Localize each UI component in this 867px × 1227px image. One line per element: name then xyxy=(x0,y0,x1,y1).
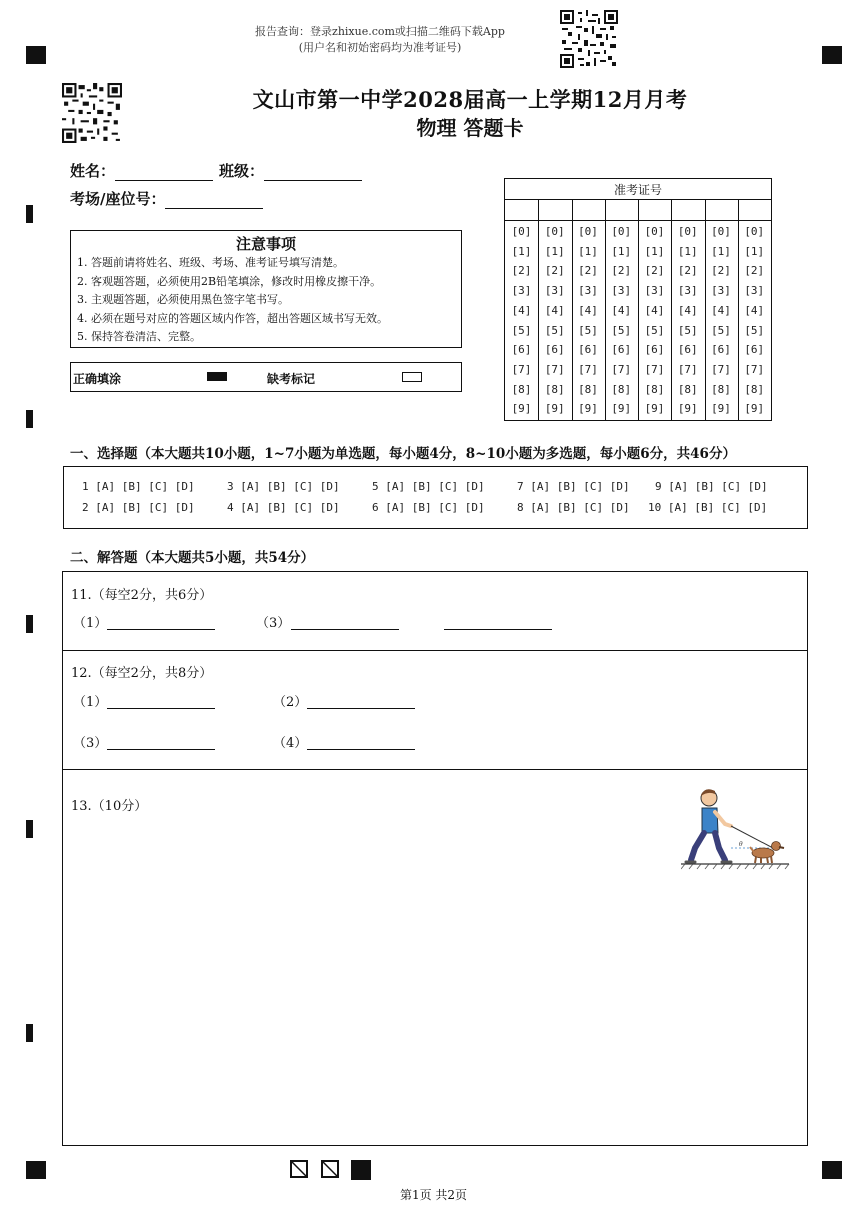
admission-digit-bubble[interactable]: [5] xyxy=(744,323,765,337)
name-input-line[interactable] xyxy=(115,164,213,181)
choice-answer-box xyxy=(63,466,808,529)
admission-digit-bubble[interactable]: [6] xyxy=(711,343,731,357)
admission-digit-bubble[interactable]: [9] xyxy=(644,402,665,416)
admission-digit-bubble[interactable]: [2] xyxy=(744,264,765,278)
notice-title: 注意事项 xyxy=(235,235,296,253)
admission-digit-bubble[interactable]: [2] xyxy=(544,264,565,278)
admission-digit-bubble[interactable]: [6] xyxy=(511,343,532,357)
q11-blank3-line[interactable] xyxy=(291,629,399,630)
admission-digit-bubble[interactable]: [9] xyxy=(511,402,532,416)
admission-digit-bubble[interactable]: [0] xyxy=(677,225,698,238)
room-seat-field[interactable] xyxy=(70,188,263,209)
side-mark xyxy=(26,205,33,223)
admission-digit-bubble[interactable]: [1] xyxy=(578,244,598,258)
admission-digit-bubble[interactable]: [0] xyxy=(744,225,765,238)
admission-digit-bubble[interactable]: [0] xyxy=(511,225,532,238)
corner-mark-top-left xyxy=(26,46,46,64)
exam-title: 文山市第一中学2028届高一上学期12月月考 xyxy=(252,87,688,112)
class-input-line[interactable] xyxy=(264,164,362,181)
admission-digit-bubble[interactable]: [1] xyxy=(677,244,698,258)
admission-digit-input[interactable] xyxy=(538,200,571,220)
admission-digit-input[interactable] xyxy=(605,200,638,220)
admission-digit-bubble[interactable]: [3] xyxy=(711,284,731,298)
admission-digit-bubble[interactable]: [2] xyxy=(644,264,665,278)
choice-question-item[interactable]: 7 [A] [B] [C] [D] xyxy=(517,480,630,493)
admission-digit-bubble[interactable]: [2] xyxy=(578,264,598,278)
q12-blank3-line[interactable] xyxy=(107,749,215,750)
corner-mark-bottom-right xyxy=(822,1161,842,1179)
admission-digit-input[interactable] xyxy=(671,200,704,220)
q11-blank-line[interactable] xyxy=(444,629,552,630)
admission-digit-bubble[interactable]: [2] xyxy=(611,264,632,278)
admission-digit-bubble[interactable]: [1] xyxy=(644,244,665,258)
q13-writing-area[interactable] xyxy=(63,822,807,1144)
admission-title: 准考证号 xyxy=(613,183,662,197)
admission-digit-bubble[interactable]: [3] xyxy=(578,284,598,298)
notice-item: 5. 保持答卷清洁、完整。 xyxy=(77,330,201,343)
admission-digit-bubble[interactable]: [6] xyxy=(578,343,598,357)
q13-label: 13.（10分） xyxy=(71,799,148,814)
side-mark xyxy=(26,410,33,428)
admission-digit-bubble[interactable]: [4] xyxy=(544,303,565,317)
qr-code-icon[interactable] xyxy=(62,83,122,143)
admission-digit-bubble[interactable]: [3] xyxy=(644,284,665,298)
admission-digit-bubble[interactable]: [6] xyxy=(644,343,665,357)
admission-digit-bubble[interactable]: [9] xyxy=(578,402,598,416)
absent-mark-label: 缺考标记 xyxy=(267,372,316,386)
q11-blank3-label: （3） xyxy=(256,616,291,631)
admission-digit-bubble[interactable]: [9] xyxy=(711,402,731,416)
admission-digit-bubble[interactable]: [3] xyxy=(611,284,632,298)
corner-mark-top-right xyxy=(822,46,842,64)
absent-mark-box[interactable] xyxy=(402,372,422,382)
admission-digit-bubble[interactable]: [3] xyxy=(511,284,532,298)
admission-column-divider xyxy=(671,199,672,421)
admission-digit-input[interactable] xyxy=(738,200,771,220)
q12-label: 12.（每空2分，共8分） xyxy=(71,666,213,681)
admission-digit-bubble[interactable]: [2] xyxy=(677,264,698,278)
admission-digit-bubble[interactable]: [0] xyxy=(544,225,565,238)
section2-title: 二、解答题（本大题共5小题，共54分） xyxy=(70,550,315,566)
admission-column-divider xyxy=(538,199,539,421)
q11-blank1-label: （1） xyxy=(73,616,108,631)
admission-digit-bubble[interactable]: [6] xyxy=(611,343,632,357)
name-field[interactable] xyxy=(70,160,213,181)
choice-question-item[interactable]: 8 [A] [B] [C] [D] xyxy=(517,501,630,514)
admission-digit-bubble[interactable]: [0] xyxy=(711,225,731,238)
person-walking-dog-illustration xyxy=(681,780,791,870)
admission-digit-bubble[interactable]: [8] xyxy=(744,382,765,396)
admission-digit-bubble[interactable]: [1] xyxy=(744,244,765,258)
admission-column-divider xyxy=(605,199,606,421)
choice-question-item[interactable]: 5 [A] [B] [C] [D] xyxy=(372,480,485,493)
qr-code-icon[interactable] xyxy=(560,10,618,68)
admission-digit-bubble[interactable]: [4] xyxy=(677,303,698,317)
correct-fill-label: 正确填涂 xyxy=(73,372,122,386)
q12-blank1-line[interactable] xyxy=(107,708,215,709)
admission-digit-bubble[interactable]: [6] xyxy=(744,343,765,357)
admission-digit-input[interactable] xyxy=(572,200,605,220)
admission-digit-bubble[interactable]: [8] xyxy=(611,382,632,396)
page-marker-box xyxy=(290,1160,308,1178)
admission-digit-bubble[interactable]: [5] xyxy=(711,323,731,337)
admission-digit-bubble[interactable]: [7] xyxy=(711,362,731,376)
admission-column-divider xyxy=(705,199,706,421)
class-label: 班级： xyxy=(219,162,265,180)
correct-fill-sample xyxy=(207,372,227,381)
admission-digit-bubble[interactable]: [1] xyxy=(711,244,731,258)
admission-digit-bubble[interactable]: [1] xyxy=(511,244,532,258)
header-note-line1: 报告查询：登录zhixue.com或扫描二维码下载App xyxy=(255,25,505,38)
side-mark xyxy=(26,615,33,633)
admission-digit-bubble[interactable]: [7] xyxy=(611,362,632,376)
notice-box xyxy=(70,230,462,348)
admission-digit-bubble[interactable]: [8] xyxy=(511,382,532,396)
admission-digit-bubble[interactable]: [9] xyxy=(611,402,632,416)
admission-digit-bubble[interactable]: [6] xyxy=(544,343,565,357)
q12-blank2-line[interactable] xyxy=(307,708,415,709)
q12-blank2-label: （2） xyxy=(273,695,308,710)
admission-digit-bubble[interactable]: [6] xyxy=(677,343,698,357)
svg-text:θ: θ xyxy=(739,841,743,848)
q12-blank4-label: （4） xyxy=(273,736,308,751)
notice-item: 2. 客观题答题，必须使用2B铅笔填涂，修改时用橡皮擦干净。 xyxy=(77,274,382,288)
admission-digit-bubble[interactable]: [7] xyxy=(677,362,698,376)
admission-digit-bubble[interactable]: [5] xyxy=(677,323,698,337)
admission-digit-bubble[interactable]: [3] xyxy=(677,284,698,298)
admission-digit-bubble[interactable]: [9] xyxy=(744,402,765,416)
notice-item: 1. 答题前请将姓名、班级、考场、准考证号填写清楚。 xyxy=(77,256,344,269)
answer-area xyxy=(62,571,808,1146)
admission-digit-bubble[interactable]: [8] xyxy=(677,382,698,396)
admission-digit-bubble[interactable]: [3] xyxy=(544,284,565,298)
admission-digit-bubble[interactable]: [7] xyxy=(544,362,565,376)
admission-digit-bubble[interactable]: [5] xyxy=(578,323,598,337)
admission-digit-bubble[interactable]: [5] xyxy=(644,323,665,337)
admission-digit-bubble[interactable]: [8] xyxy=(711,382,731,396)
q12-blank1-label: （1） xyxy=(73,695,108,710)
admission-digit-bubble[interactable]: [5] xyxy=(544,323,565,337)
admission-digit-bubble[interactable]: [2] xyxy=(711,264,731,278)
admission-digit-bubble[interactable]: [7] xyxy=(511,362,532,376)
q12-blank3-label: （3） xyxy=(73,736,108,751)
admission-digit-bubble[interactable]: [0] xyxy=(644,225,665,238)
admission-digit-bubble[interactable]: [4] xyxy=(578,303,598,317)
q11-blank1-line[interactable] xyxy=(107,629,215,630)
choice-question-item[interactable]: 2 [A] [B] [C] [D] xyxy=(82,501,195,514)
admission-digit-bubble[interactable]: [0] xyxy=(611,225,632,238)
admission-digit-input[interactable] xyxy=(505,200,538,220)
section1-title: 一、选择题（本大题共10小题，1~7小题为单选题，每小题4分，8~10小题为多选题，每小题6分，共46分） xyxy=(70,446,736,462)
side-mark xyxy=(26,1024,33,1042)
divider xyxy=(63,769,807,770)
notice-item: 4. 必须在题号对应的答题区域内作答，超出答题区域书写无效。 xyxy=(77,311,388,325)
fill-legend xyxy=(70,362,462,392)
q11-label: 11.（每空2分，共6分） xyxy=(71,588,213,603)
class-field[interactable] xyxy=(219,160,362,181)
name-label: 姓名： xyxy=(70,162,116,180)
room-seat-input-line[interactable] xyxy=(165,192,263,209)
admission-digit-bubble[interactable]: [0] xyxy=(578,225,598,238)
admission-digit-bubble[interactable]: [5] xyxy=(611,323,632,337)
admission-digit-bubble[interactable]: [8] xyxy=(544,382,565,396)
admission-digit-bubble[interactable]: [8] xyxy=(578,382,598,396)
admission-digit-bubble[interactable]: [7] xyxy=(744,362,765,376)
admission-digit-bubble[interactable]: [4] xyxy=(711,303,731,317)
notice-item: 3. 主观题答题，必须使用黑色签字笔书写。 xyxy=(77,293,289,306)
admission-digit-input[interactable] xyxy=(705,200,738,220)
admission-digit-bubble[interactable]: [4] xyxy=(611,303,632,317)
admission-digit-bubble[interactable]: [1] xyxy=(544,244,565,258)
exam-subtitle: 物理 答题卡 xyxy=(416,116,524,140)
admission-digit-bubble[interactable]: [2] xyxy=(511,264,532,278)
page-marker-filled xyxy=(351,1160,371,1180)
room-seat-label: 考场/座位号： xyxy=(70,190,166,208)
admission-column-divider xyxy=(638,199,639,421)
admission-digit-bubble[interactable]: [4] xyxy=(644,303,665,317)
page-marker-box xyxy=(321,1160,339,1178)
header-note-line2: (用户名和初始密码均为准考证号) xyxy=(298,41,462,54)
admission-digit-bubble[interactable]: [7] xyxy=(644,362,665,376)
choice-question-item[interactable]: 3 [A] [B] [C] [D] xyxy=(227,480,340,493)
admission-digit-bubble[interactable]: [9] xyxy=(544,402,565,416)
header-note xyxy=(230,24,530,56)
admission-digit-bubble[interactable]: [7] xyxy=(578,362,598,376)
choice-question-item[interactable]: 6 [A] [B] [C] [D] xyxy=(372,501,485,514)
side-mark xyxy=(26,820,33,838)
admission-digit-bubble[interactable]: [9] xyxy=(677,402,698,416)
admission-digit-bubble[interactable]: [4] xyxy=(511,303,532,317)
admission-digit-bubble[interactable]: [4] xyxy=(744,303,765,317)
choice-question-item[interactable]: 10 [A] [B] [C] [D] xyxy=(648,501,768,514)
q12-blank4-line[interactable] xyxy=(307,749,415,750)
admission-digit-input[interactable] xyxy=(638,200,671,220)
choice-question-item[interactable]: 1 [A] [B] [C] [D] xyxy=(82,480,195,493)
corner-mark-bottom-left xyxy=(26,1161,46,1179)
choice-question-item[interactable]: 9 [A] [B] [C] [D] xyxy=(655,480,768,493)
admission-digit-bubble[interactable]: [3] xyxy=(744,284,765,298)
admission-number-box xyxy=(504,178,772,421)
admission-digit-bubble[interactable]: [1] xyxy=(611,244,632,258)
page-footer: 第1页 共2页 xyxy=(399,1188,468,1202)
divider xyxy=(63,650,807,651)
choice-question-item[interactable]: 4 [A] [B] [C] [D] xyxy=(227,501,340,514)
admission-digit-bubble[interactable]: [5] xyxy=(511,323,532,337)
admission-digit-bubble[interactable]: [8] xyxy=(644,382,665,396)
admission-column-divider xyxy=(738,199,739,421)
admission-column-divider xyxy=(572,199,573,421)
